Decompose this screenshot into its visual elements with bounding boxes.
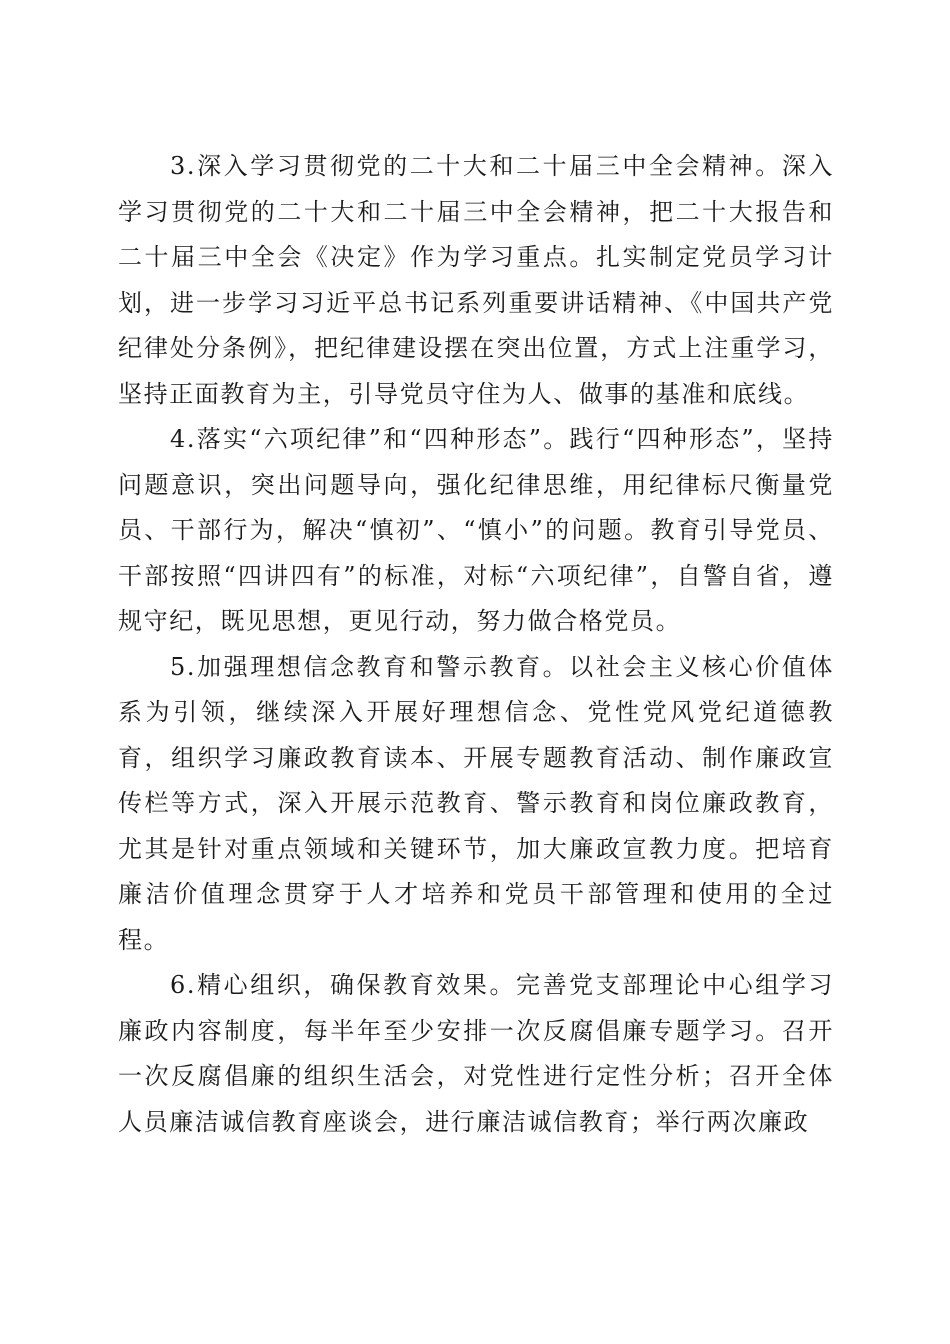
paragraph-six-disciplines: 4.落实“六项纪律”和“四种形态”。践行“四种形态”，坚持问题意识，突出问题导向，强化纪律思维，用纪律标尺衡量党员、干部行为，解决“慎初”、“慎小”的问题。教育引导党员、干部按照“四讲四有”的标准，对标“六项纪律”，自警自省，遵规守纪，既见思想，更见行动，努力做合格党员。	[118, 425, 834, 635]
paragraph-organize-education: 6.精心组织，确保教育效果。完善党支部理论中心组学习廉政内容制度，每半年至少安排一次反腐倡廉专题学习。召开一次反腐倡廉的组织生活会，对党性进行定性分析；召开全体人员廉洁诚信教育座谈会，进行廉洁诚信教育；举行两次廉政	[118, 971, 834, 1136]
document-body	[118, 144, 834, 1145]
paragraph-ideals-warning-education: 5.加强理想信念教育和警示教育。以社会主义核心价值体系为引领，继续深入开展好理想信念、党性党风党纪道德教育，组织学习廉政教育读本、开展专题教育活动、制作廉政宣传栏等方式，深入开展示范教育、警示教育和岗位廉政教育，尤其是针对重点领域和关键环节，加大廉政宣教力度。把培育廉洁价值理念贯穿于人才培养和党员干部管理和使用的全过程。	[118, 652, 834, 954]
paragraph-study-plenary-spirit: 3.深入学习贯彻党的二十大和二十届三中全会精神。深入学习贯彻党的二十大和二十届三中全会精神，把二十大报告和二十届三中全会《决定》作为学习重点。扎实制定党员学习计划，进一步学习习近平总书记系列重要讲话精神、《中国共产党纪律处分条例》，把纪律建设摆在突出位置，方式上注重学习，坚持正面教育为主，引导党员守住为人、做事的基准和底线。	[118, 152, 834, 408]
